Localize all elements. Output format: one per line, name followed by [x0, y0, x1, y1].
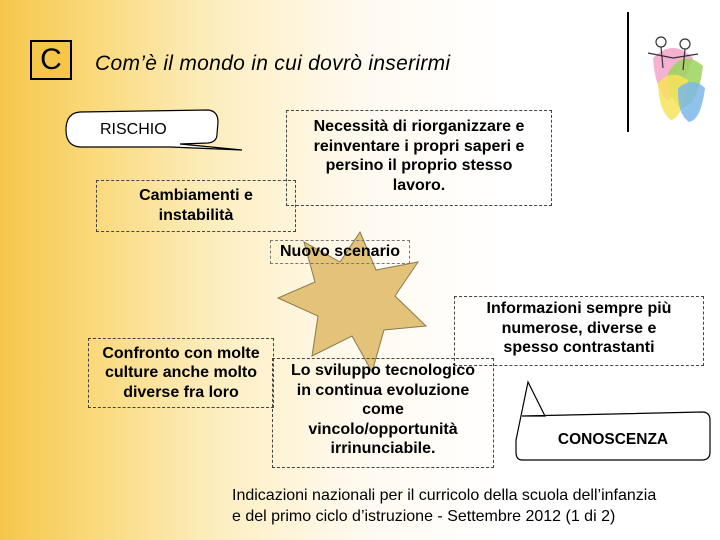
informazioni-line3: spesso contrastanti — [503, 339, 655, 357]
page-title: Com’è il mondo in cui dovrò inserirmi — [95, 52, 451, 75]
necessita-box — [286, 110, 552, 206]
necessita-line1: Necessità di riorganizzare e — [313, 118, 525, 135]
section-letter: C — [40, 43, 62, 76]
cambiamenti-line2: instabilità — [158, 207, 234, 224]
footer-line2: e del primo ciclo d’istruzione - Settembre 2012 (1 di 2) — [232, 507, 616, 525]
sviluppo-line2: in continua evoluzione — [296, 381, 470, 399]
nuovo-scenario-label: Nuovo scenario — [279, 243, 401, 261]
sviluppo-box — [272, 358, 494, 468]
confronto-line2: culture anche molto — [104, 364, 258, 382]
confronto-line3: diverse fra loro — [123, 383, 239, 401]
vertical-divider — [627, 12, 629, 132]
conoscenza-label: CONOSCENZA — [557, 431, 669, 448]
sviluppo-line3: come — [362, 401, 404, 419]
footer-line1: Indicazioni nazionali per il curricolo della scuola dell’infanzia — [232, 487, 657, 504]
cambiamenti-line1: Cambiamenti e — [139, 187, 253, 205]
informazioni-line2: numerose, diverse e — [501, 319, 657, 337]
sviluppo-line4: vincolo/opportunità — [308, 420, 458, 438]
informazioni-box — [454, 296, 704, 366]
confronto-line1: Confronto con molte — [102, 344, 260, 362]
informazioni-line1: Informazioni sempre più — [486, 300, 672, 317]
confronto-box — [88, 338, 274, 408]
section-letter-box — [30, 40, 72, 80]
nuovo-scenario-box — [270, 240, 410, 264]
necessita-line4: lavoro. — [392, 176, 446, 194]
necessita-line2: reinventare i propri saperi e — [313, 137, 525, 155]
cambiamenti-box — [96, 180, 296, 232]
sviluppo-line1: Lo sviluppo tecnologico — [291, 362, 475, 379]
footer-citation — [232, 486, 656, 528]
rischio-label: RISCHIO — [100, 121, 167, 138]
sviluppo-line5: irrinunciabile. — [330, 440, 436, 458]
children-logo — [648, 37, 705, 122]
necessita-line3: persino il proprio stesso — [325, 157, 513, 175]
